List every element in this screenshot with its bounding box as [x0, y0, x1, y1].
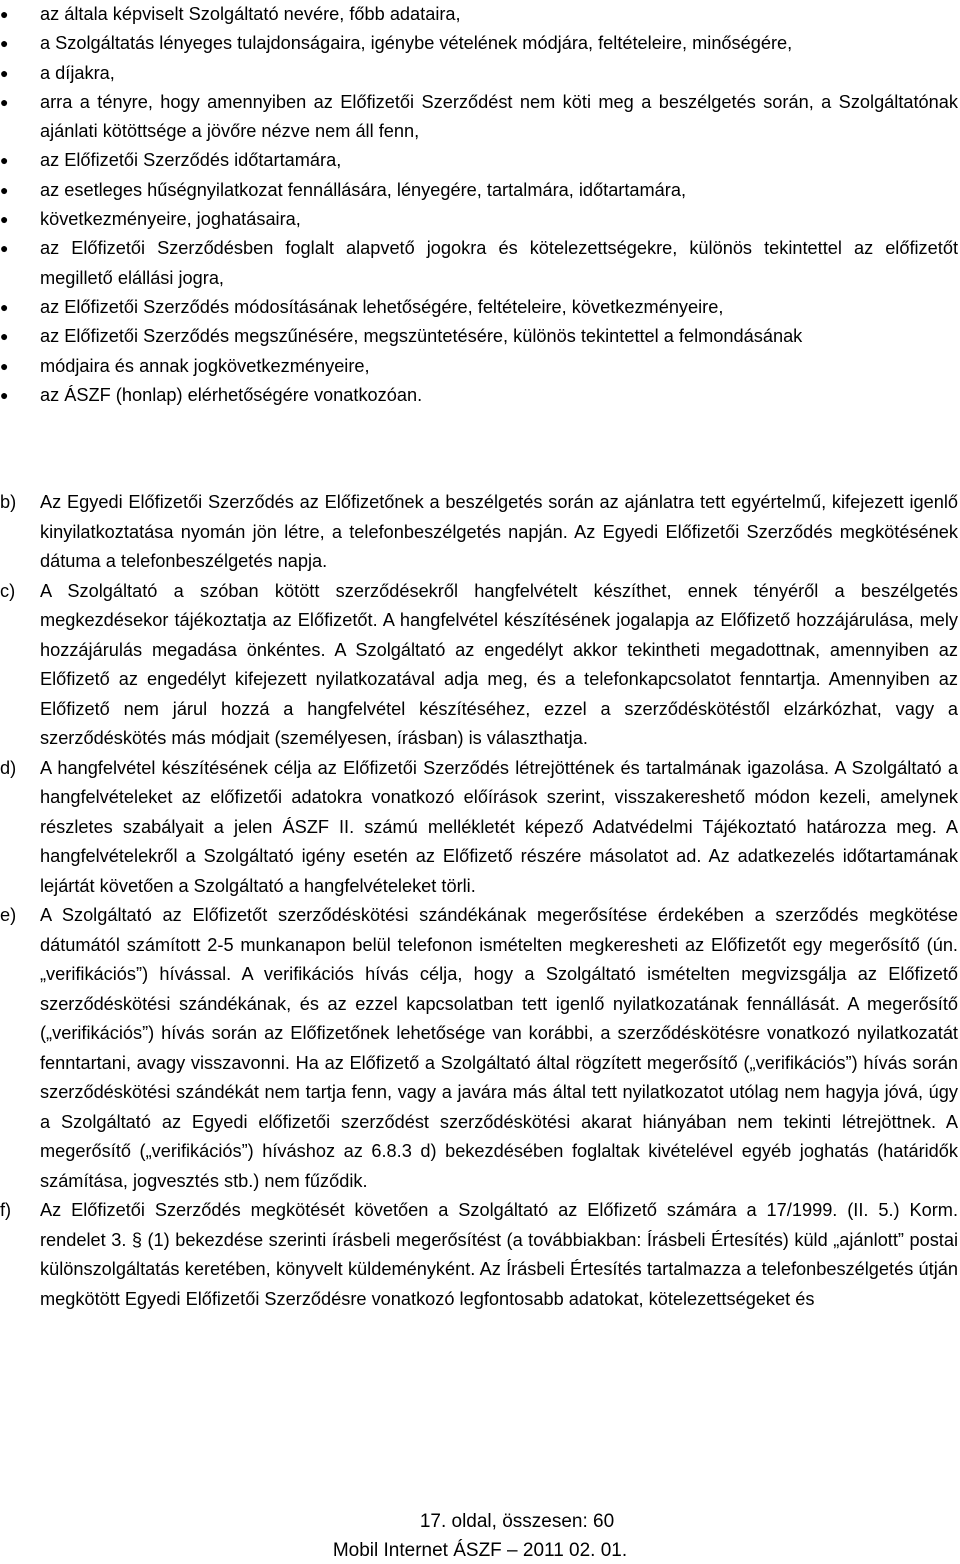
paragraph-marker: b): [0, 492, 17, 512]
bullet-text: az Előfizetői Szerződésben foglalt alapvető jogokra és kötelezettségekre, különös tekintettel az előfizetőt megillető elállási jogra,: [40, 238, 958, 288]
paragraph-b: [0, 488, 960, 577]
bullet-icon: ●: [0, 93, 9, 110]
document-footer: Mobil Internet ÁSZF – 2011 02. 01.: [332, 1540, 628, 1561]
bullet-icon: ●: [0, 298, 9, 315]
bullet-item: [0, 59, 960, 88]
bullet-text: következményeire, joghatásaira,: [40, 209, 301, 230]
bullet-text: az Előfizetői Szerződés módosításának lehetőségére, feltételeire, következményeire,: [40, 296, 724, 317]
bullet-icon: ●: [0, 64, 9, 81]
bullet-icon: ●: [0, 240, 9, 257]
bullet-icon: ●: [0, 35, 9, 52]
bullet-text: a Szolgáltatás lényeges tulajdonságaira, igénybe vételének módjára, feltételeire, minőségére,: [40, 33, 793, 54]
bullet-text: módjaira és annak jogkövetkezményeire,: [40, 355, 370, 376]
bullet-text: az Előfizetői Szerződés megszűnésére, megszüntetésére, különös tekintettel a felmondásának: [40, 326, 803, 347]
bullet-icon: ●: [0, 152, 9, 169]
bullet-list: [0, 0, 960, 410]
bullet-item: [0, 205, 960, 234]
bullet-item: [0, 88, 960, 147]
bullet-icon: ●: [0, 211, 9, 228]
paragraph-text: Az Egyedi Előfizetői Szerződés az Előfizetőnek a beszélgetés során az ajánlatra tett egyértelmű, kifejezett igenlő kinyilatkoztatása nyomán jön létre, a telefonbeszélgetés napján. Az Egyedi Előfizetői Szerződés megkötésének dátuma a telefonbeszélgetés napja.: [40, 492, 958, 571]
bullet-text: az Előfizetői Szerződés időtartamára,: [40, 150, 342, 171]
bullet-text: a díjakra,: [40, 62, 115, 83]
bullet-item: [0, 176, 960, 205]
bullet-icon: ●: [0, 6, 9, 22]
bullet-item: [0, 146, 960, 175]
bullet-item: [0, 293, 960, 322]
bullet-icon: ●: [0, 328, 9, 345]
paragraph-c: [0, 577, 960, 754]
bullet-item: [0, 29, 960, 58]
bullet-icon: ●: [0, 357, 9, 374]
paragraph-marker: e): [0, 905, 17, 925]
paragraph-marker: d): [0, 757, 17, 778]
paragraph-text: Az Előfizetői Szerződés megkötését követően a Szolgáltató az Előfizető számára a 17/1999. (II. 5.) Korm. rendelet 3. § (1) bekezdése szerinti írásbeli megerősítést (a továbbiakban: Írásbeli Értesítés) küld „ajánlott” postai különszolgáltatás keretében, könyvelt küldeményként. Az Írásbeli Értesítés tartalmazza a telefonbeszélgetés útján megkötött Egyedi Előfizetői Szerződésre vonatkozó legfontosabb adatokat, kötelezettségeket és: [40, 1200, 958, 1309]
paragraph-f: [0, 1196, 960, 1314]
bullet-text: az általa képviselt Szolgáltató nevére, főbb adataira,: [40, 4, 461, 24]
bullet-text: arra a tényre, hogy amennyiben az Előfizetői Szerződést nem köti meg a beszélgetés során, a Szolgáltatónak ajánlati kötöttsége a jövőre nézve nem áll fenn,: [40, 91, 958, 142]
bullet-item: [0, 234, 960, 293]
paragraph-e: [0, 901, 960, 1196]
bullet-icon: ●: [0, 386, 9, 403]
bullet-item: [0, 322, 960, 351]
bullet-item: [0, 352, 960, 381]
paragraph-text: A Szolgáltató az Előfizetőt szerződéskötési szándékának megerősítése érdekében a szerződés megkötése dátumától számított 2-5 munkanapon belül telefonon ismételten megkeresheti az Előfizetőt egy megerősítő (ún. „verifikációs”) hívással. A verifikációs hívás célja, hogy a Szolgáltató ismételten megvizsgálja az Előfizető szerződéskötési szándékának, és az ezzel kapcsolatban tett igenlő nyilatkozatának fennállását. A megerősítő („verifikációs”) hívás során az Előfizetőnek lehetősége van korábbi, a szerződéskötésre vonatkozó nyilatkozatát fenntartani, avagy visszavonni. Ha az Előfizető a Szolgáltató által rögzített megerősítő („verifikációs”) hívás során szerződéskötési szándékát nem tartja fenn, vagy a javára más által tett nyilatkozatot utólag nem hagyja jóvá, úgy a Szolgáltató az Egyedi előfizetői szerződést szerződéskötési akarat hiányában nem tekinti létrejöttnek. A megerősítő („verifikációs”) híváshoz az 6.8.3 d) bekezdésében foglaltak kivételével egyéb joghatás (határidők számítása, jogvesztés stb.) nem fűződik.: [40, 905, 958, 1191]
paragraph-d: [0, 754, 960, 902]
bullet-icon: ●: [0, 181, 9, 198]
lettered-paragraphs: [0, 488, 960, 1314]
paragraph-text: A hangfelvétel készítésének célja az Előfizetői Szerződés létrejöttének és tartalmának igazolása. A Szolgáltató a hangfelvételeket az előfizetői adatokra vonatkozó előírások szerint, visszakereshető módon kezeli, amelynek részletes szabályait a jelen ÁSZF II. számú mellékletét képező Adatvédelmi Tájékoztató határozza meg. A hangfelvételekről a Szolgáltató igény esetén az Előfizető részére másolatot ad. Az adatkezelés időtartamának lejártát követően a Szolgáltató a hangfelvételeket törli.: [40, 757, 958, 896]
bullet-item: [0, 0, 960, 29]
page-number: 17. oldal, összesen: 60: [419, 1511, 615, 1532]
bullet-text: az esetleges hűségnyilatkozat fennállására, lényegére, tartalmára, időtartamára,: [40, 179, 687, 200]
paragraph-marker: c): [0, 580, 16, 601]
paragraph-text: A Szolgáltató a szóban kötött szerződésekről hangfelvételt készíthet, ennek tényéről a beszélgetés megkezdésekor tájékoztatja az Előfizetőt. A hangfelvétel készítésének jogalapja az Előfizető hozzájárulása, mely hozzájárulás megadása önkéntes. A Szolgáltató az engedélyt akkor tekintheti megadottnak, amennyiben az Előfizető az engedélyt kifejezett nyilatkozatával adja meg, és a telefonkapcsolatot fenntartja. Amennyiben az Előfizető nem járul hozzá a hangfelvétel készítéséhez, ezzel a szerződéskötéstől elzárkózhat, vagy a szerződéskötés más módjait (személyesen, írásban) is választhatja.: [40, 580, 958, 748]
bullet-item: [0, 381, 960, 410]
bullet-text: az ÁSZF (honlap) elérhetőségére vonatkozóan.: [40, 384, 423, 405]
paragraph-marker: f): [0, 1200, 12, 1220]
